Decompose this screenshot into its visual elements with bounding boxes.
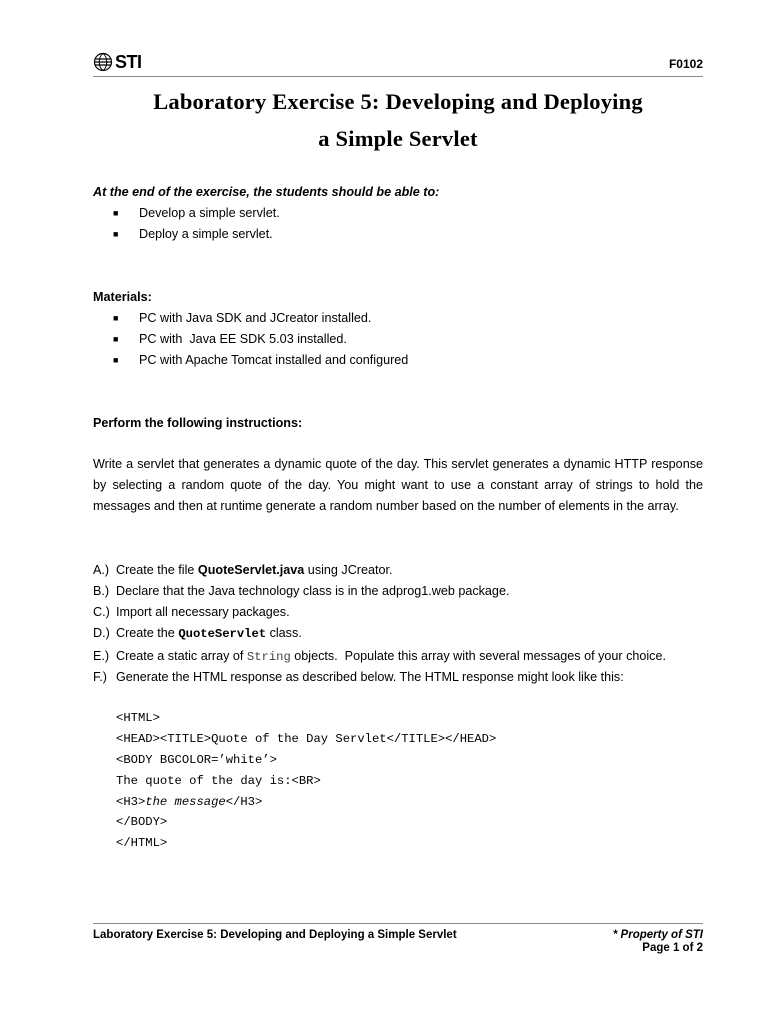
instructions-heading: Perform the following instructions: <box>93 416 303 430</box>
bullet-icon: ■ <box>113 208 119 218</box>
step-d: D.) Create the QuoteServlet class. <box>93 626 302 641</box>
footer-divider <box>93 923 703 924</box>
bullet-icon: ■ <box>113 334 119 344</box>
list-item-text: PC with Java SDK and JCreator installed. <box>139 311 372 325</box>
globe-icon <box>93 52 113 72</box>
code-line: <BODY BGCOLOR=’white’> <box>116 753 277 767</box>
materials-heading: Materials: <box>93 290 152 304</box>
step-c: C.) Import all necessary packages. <box>93 605 290 619</box>
code-line: </BODY> <box>116 815 168 829</box>
bullet-icon: ■ <box>113 229 119 239</box>
header-divider <box>93 76 703 77</box>
page-title <box>60 83 736 157</box>
form-code: F0102 <box>668 57 703 71</box>
code-line: <H3>the message</H3> <box>116 795 263 809</box>
bullet-icon: ■ <box>113 313 119 323</box>
code-line: <HTML> <box>116 711 160 725</box>
page-number: Page 1 of 2 <box>642 942 703 954</box>
list-item <box>113 204 280 222</box>
placeholder-text: the message <box>145 795 226 809</box>
list-item <box>113 309 371 327</box>
step-b: B.) Declare that the Java technology class is in the adprog1.web package. <box>93 584 510 598</box>
list-item-text: PC with Java EE SDK 5.03 installed. <box>139 332 347 346</box>
objectives-heading: At the end of the exercise, the students should be able to: <box>93 185 440 199</box>
code-line: The quote of the day is:<BR> <box>116 774 321 788</box>
list-item <box>113 330 347 348</box>
list-item <box>113 351 408 369</box>
property-notice: * Property of STI <box>612 929 703 941</box>
code-line: </HTML> <box>116 836 168 850</box>
code-line: <HEAD><TITLE>Quote of the Day Servlet</TITLE></HEAD> <box>116 732 497 746</box>
list-item-text: Develop a simple servlet. <box>139 206 280 220</box>
footer-title: Laboratory Exercise 5: Developing and Deploying a Simple Servlet <box>93 929 457 941</box>
title-line-2: a Simple Servlet <box>318 126 478 151</box>
step-f: F.) Generate the HTML response as described below. The HTML response might look like this: <box>93 670 624 684</box>
list-item-text: PC with Apache Tomcat installed and configured <box>139 353 409 367</box>
sti-logo <box>93 50 142 74</box>
title-line-1: Laboratory Exercise 5: Developing and Deploying <box>153 89 643 114</box>
list-item-text: Deploy a simple servlet. <box>139 227 273 241</box>
list-item <box>113 225 273 243</box>
step-e: E.) Create a static array of String objects. Populate this array with several messages of your choice. <box>93 649 666 664</box>
logo-text: STI <box>115 51 142 72</box>
footer-right <box>613 929 703 955</box>
class-name: QuoteServlet <box>178 627 267 641</box>
file-name: QuoteServlet.java <box>197 563 305 577</box>
type-name: String <box>246 650 291 664</box>
step-a: A.) Create the file QuoteServlet.java using JCreator. <box>93 563 393 577</box>
instructions-paragraph: Write a servlet that generates a dynamic quote of the day. This servlet generates a dynamic HTTP response by selecting a random quote of the day. You might want to use a constant array of strings to hold the messages and then at runtime generate a random number based on the number of elements in the array. <box>93 457 703 513</box>
bullet-icon: ■ <box>113 355 119 365</box>
